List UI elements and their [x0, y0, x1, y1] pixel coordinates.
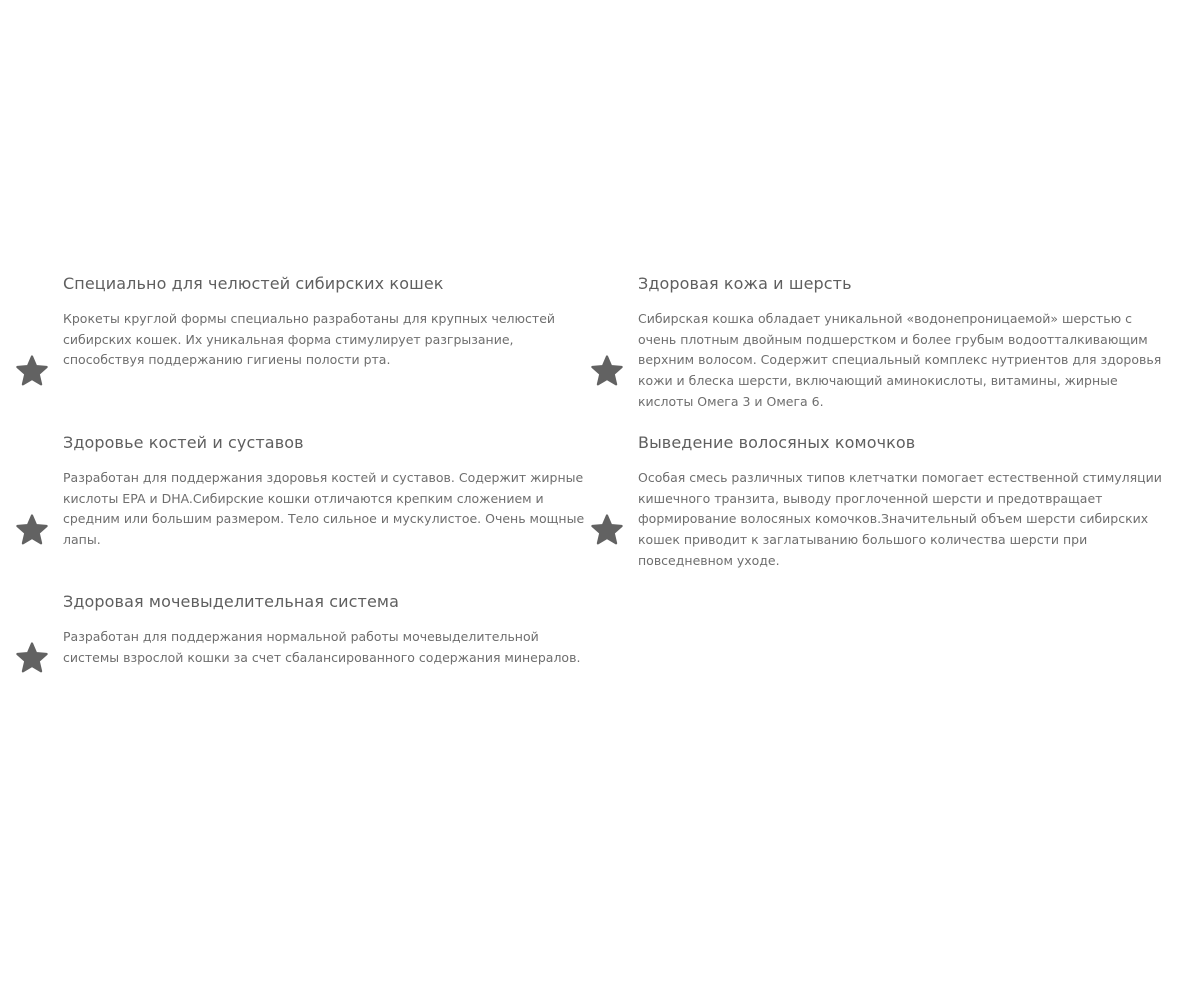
feature-description: Особая смесь различных типов клетчатки помогает естественной стимуляции кишечного транзита, выводу проглоченной шерсти и предотвращает формирование волосяных комочков.Значительный объем шерсти сибирских кошек приводит к заглатыванию большого количества шерсти при повседневном уходе. — [638, 470, 1162, 568]
star-icon — [590, 354, 624, 388]
feature-description: Сибирская кошка обладает уникальной «водонепроницаемой» шерстью с очень плотным двойным подшерстком и более грубым водоотталкивающим верхним волосом. Содержит специальный комплекс нутриентов для здоровья кожи и блеска шерсти, включающий аминокислоты, витамины, жирные кислоты Омега 3 и Омега 6. — [638, 311, 1162, 409]
feature-title: Здоровая кожа и шерсть — [638, 274, 852, 293]
star-icon — [15, 641, 49, 675]
feature-description: Разработан для поддержания здоровья костей и суставов. Содержит жирные кислоты EPA и DHA.Сибирские кошки отличаются крепким сложением и средним или большим размером. Тело сильное и мускулистое. Очень мощные лапы. — [63, 470, 585, 548]
feature-title: Здоровье костей и суставов — [63, 433, 304, 452]
star-icon — [15, 513, 49, 547]
feature-description: Крокеты круглой формы специально разработаны для крупных челюстей сибирских кошек. Их уникальная форма стимулирует разгрызание, способствуя поддержанию гигиены полости рта. — [63, 311, 556, 368]
feature-title: Выведение волосяных комочков — [638, 433, 916, 452]
feature-urinary — [63, 592, 593, 668]
feature-hairball — [638, 433, 1168, 572]
star-icon — [15, 354, 49, 388]
feature-title: Специально для челюстей сибирских кошек — [63, 274, 444, 293]
feature-title: Здоровая мочевыделительная система — [63, 592, 399, 611]
star-icon — [590, 513, 624, 547]
feature-bones-joints — [63, 433, 593, 551]
feature-skin-coat — [638, 274, 1168, 413]
feature-jaw-kibble — [63, 274, 593, 371]
feature-description: Разработан для поддержания нормальной работы мочевыделительной системы взрослой кошки за счет сбалансированного содержания минералов. — [63, 629, 581, 665]
